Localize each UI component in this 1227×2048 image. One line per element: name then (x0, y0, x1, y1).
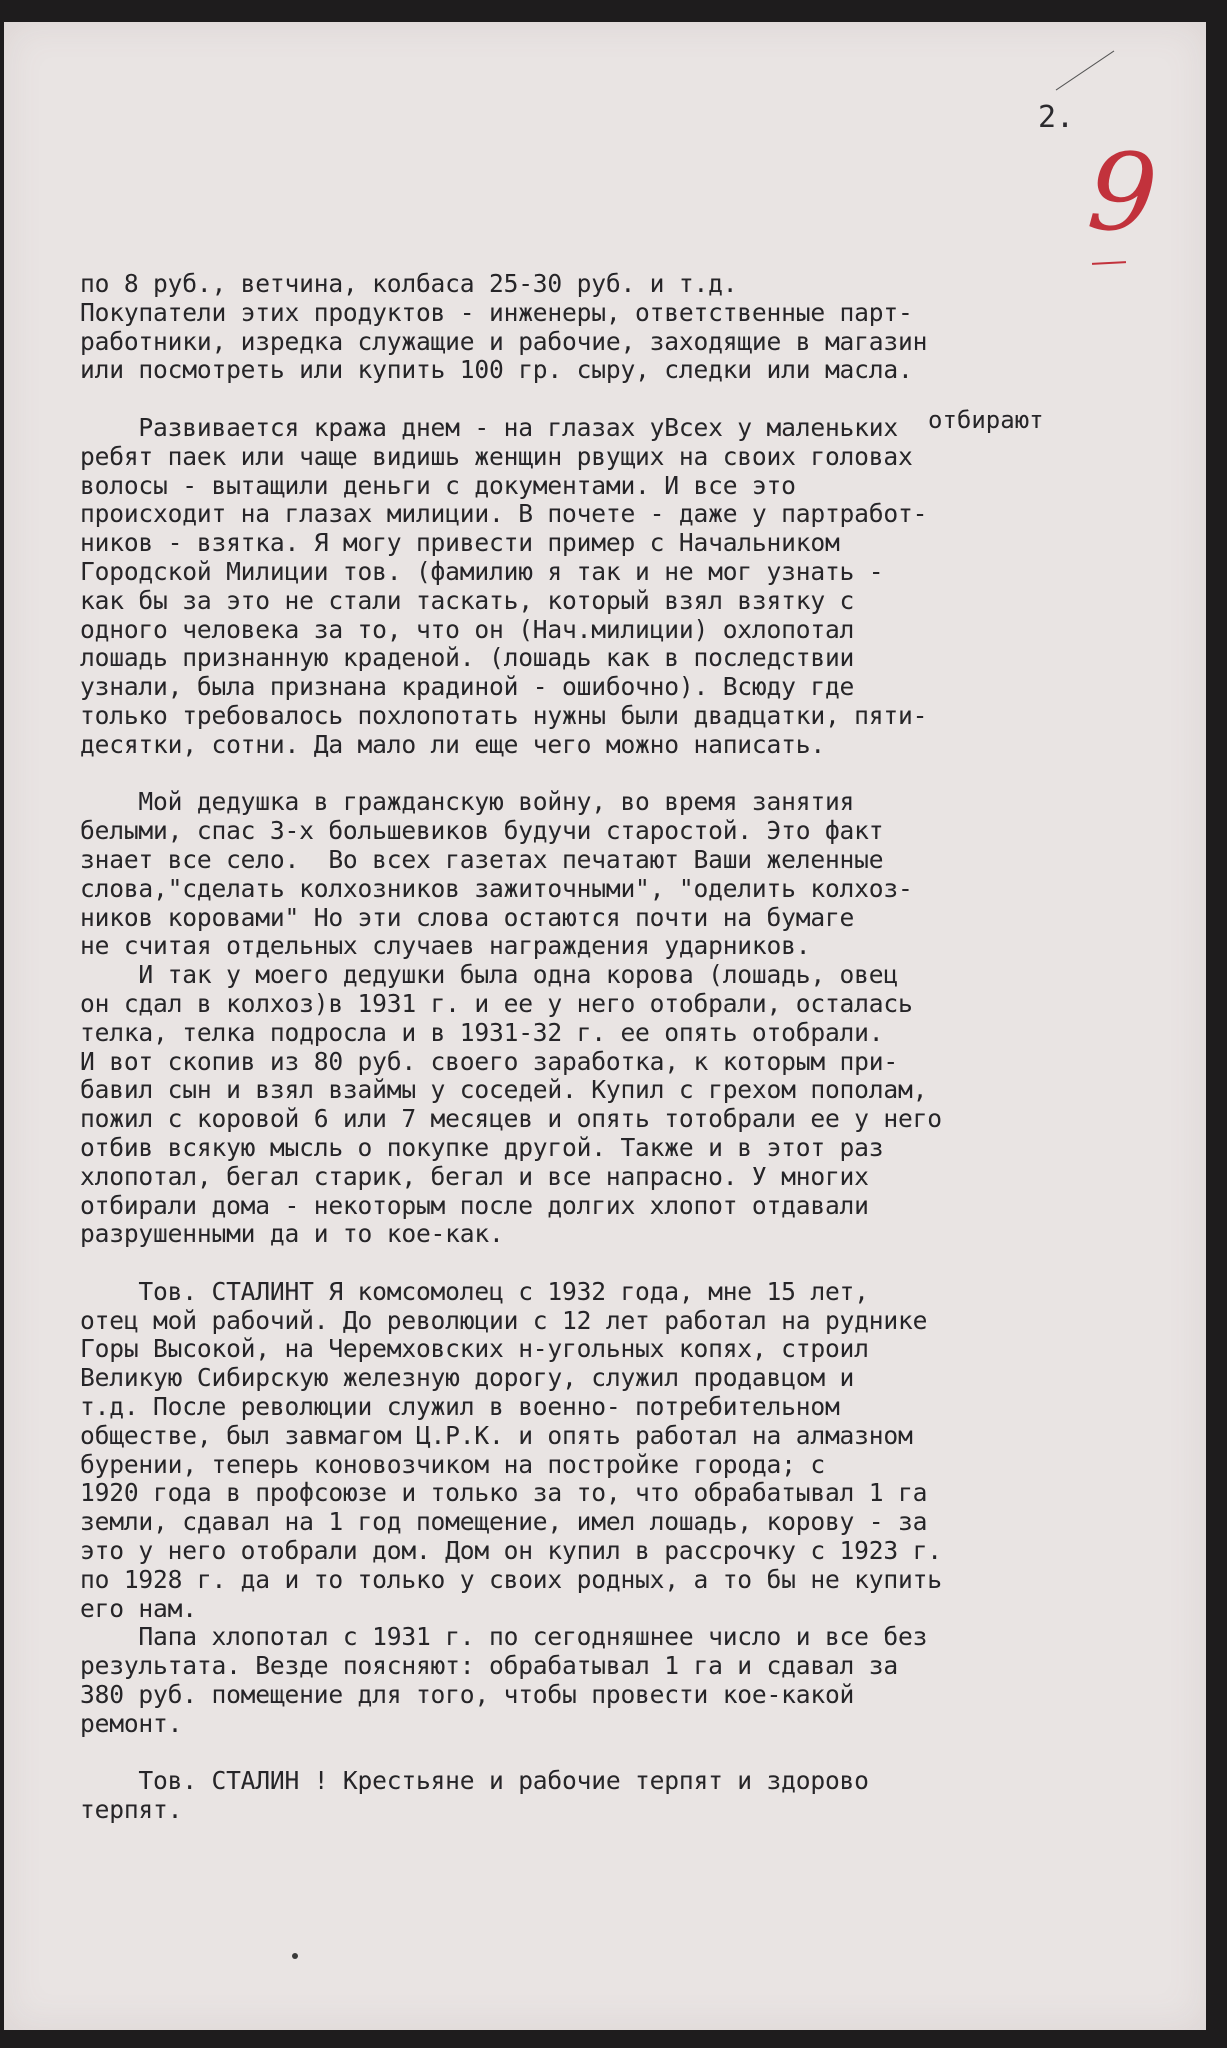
text-line: отбив всякую мысль о покупке другой. Также и в этот раз (80, 1132, 884, 1162)
text-line: Великую Сибирскую железную дорогу, служил продавцом и (80, 1363, 855, 1393)
punch-hole (292, 1953, 298, 1959)
letter-body (80, 270, 1210, 1825)
text-line: лошадь признанную краденой. (лошадь как в последствии (80, 643, 855, 673)
text-line: ников коровами" Но эти слова остаются почти на бумаге (80, 902, 855, 932)
text-line: бавил сын и взял взаймы у соседей. Купил с грехом пополам, (80, 1075, 928, 1105)
text-line: 380 руб. помещение для того, чтобы провести кое-какой (80, 1680, 855, 1710)
text-line: слова,"сделать колхозников зажиточными", "оделить колхоз- (80, 873, 913, 903)
text-line: обществе, был завмагом Ц.Р.К. и опять работал на алмазном (80, 1420, 913, 1450)
archive-folio-number: 9 (1083, 128, 1162, 259)
text-line: узнали, была признана крадиной - ошибочно). Всюду где (80, 672, 855, 702)
text-line: разрушенными да и то кое-как. (80, 1219, 504, 1249)
handwritten-insertion: отбирают (928, 406, 1044, 434)
text-line: бурении, теперь коновозчиком на постройке города; с (80, 1449, 825, 1479)
text-line: знает все село. Во всех газетах печатают Ваши желенные (80, 844, 884, 874)
text-line: Горы Высокой, на Черемховских н-угольных копях, строил (80, 1334, 869, 1364)
text-line: терпят. (80, 1795, 183, 1825)
paragraph-gap (80, 1249, 1210, 1278)
text-line: т.д. После революции служил в военно- потребительном (80, 1392, 840, 1422)
text-line: или посмотреть или купить 100 гр. сыру, следки или масла. (80, 355, 913, 385)
paragraph-gap (80, 1739, 1210, 1768)
text-line: ребят паек или чаще видишь женщин рвущих на своих головах (80, 441, 913, 471)
paragraph-gap (80, 760, 1210, 789)
text-line: земли, сдавал на 1 год помещение, имел лошадь, корову - за (80, 1507, 928, 1537)
text-line: Развивается кража днем - на глазах уВсех у маленьких (80, 412, 898, 442)
text-line: по 1928 г. да и то только у своих родных, а то бы не купить (80, 1564, 942, 1594)
paragraph-gap (80, 385, 1210, 414)
text-line: отбирали дома - некоторым после долгих хлопот отдавали (80, 1190, 869, 1220)
text-line: белыми, спас 3-х большевиков будучи старостой. Это факт (80, 816, 884, 846)
text-line: Тов. СТАЛИНТ Я комсомолец с 1932 года, мне 15 лет, (80, 1276, 869, 1306)
text-line: Городской Милиции тов. (фамилию я так и не мог узнать - (80, 556, 884, 586)
text-line: Покупатели этих продуктов - инженеры, ответственные парт- (80, 297, 913, 327)
text-line: ремонт. (80, 1708, 183, 1738)
text-line: работники, изредка служащие и рабочие, заходящие в магазин (80, 326, 928, 356)
text-line: только требовалось похлопотать нужны были двадцатки, пяти- (80, 700, 928, 730)
text-line: Папа хлопотал с 1931 г. по сегодняшнее число и все без (80, 1622, 928, 1652)
text-line: И так у моего дедушки была одна корова (лошадь, овец (80, 960, 898, 990)
text-line: по 8 руб., ветчина, колбаса 25-30 руб. и т.д. (80, 269, 738, 298)
page-number: 2. (1038, 100, 1075, 135)
text-line: ников - взятка. Я могу привести пример с Начальником (80, 528, 840, 558)
text-line: происходит на глазах милиции. В почете - даже у партработ- (80, 499, 928, 529)
text-line: отец мой рабочий. До революции с 12 лет работал на руднике (80, 1305, 928, 1335)
text-line: телка, телка подросла и в 1931-32 г. ее опять отобрали. (80, 1017, 884, 1047)
text-line: результата. Везде поясняют: обрабатывал 1 га и сдавал за (80, 1651, 898, 1681)
text-line: он сдал в колхоз)в 1931 г. и ее у него отобрали, осталась (80, 988, 913, 1018)
text-line: это у него отобрали дом. Дом он купил в рассрочку с 1923 г. (80, 1536, 942, 1566)
text-line: как бы за это не стали таскать, который взял взятку с (80, 585, 855, 615)
text-line: пожил с коровой 6 или 7 месяцев и опять тотобрали ее у него (80, 1104, 942, 1134)
text-line: десятки, сотни. Да мало ли еще чего можно написать. (80, 729, 825, 759)
text-line: Мой дедушка в гражданскую войну, во время занятия (80, 787, 855, 817)
text-line: волосы - вытащили деньги с документами. И все это (80, 470, 796, 500)
text-line: И вот скопив из 80 руб. своего заработка, к которым при- (80, 1046, 898, 1076)
text-line: не считая отдельных случаев награждения ударников. (80, 931, 811, 961)
text-line: одного человека за то, что он (Нач.милиции) охлопотал (80, 614, 855, 644)
text-line: Тов. СТАЛИН ! Крестьяне и рабочие терпят и здорово (80, 1766, 869, 1796)
text-line: его нам. (80, 1593, 197, 1623)
text-line: хлопотал, бегал старик, бегал и все напрасно. У многих (80, 1161, 869, 1191)
text-line: 1920 года в профсоюзе и только за то, что обрабатывал 1 га (80, 1478, 928, 1508)
